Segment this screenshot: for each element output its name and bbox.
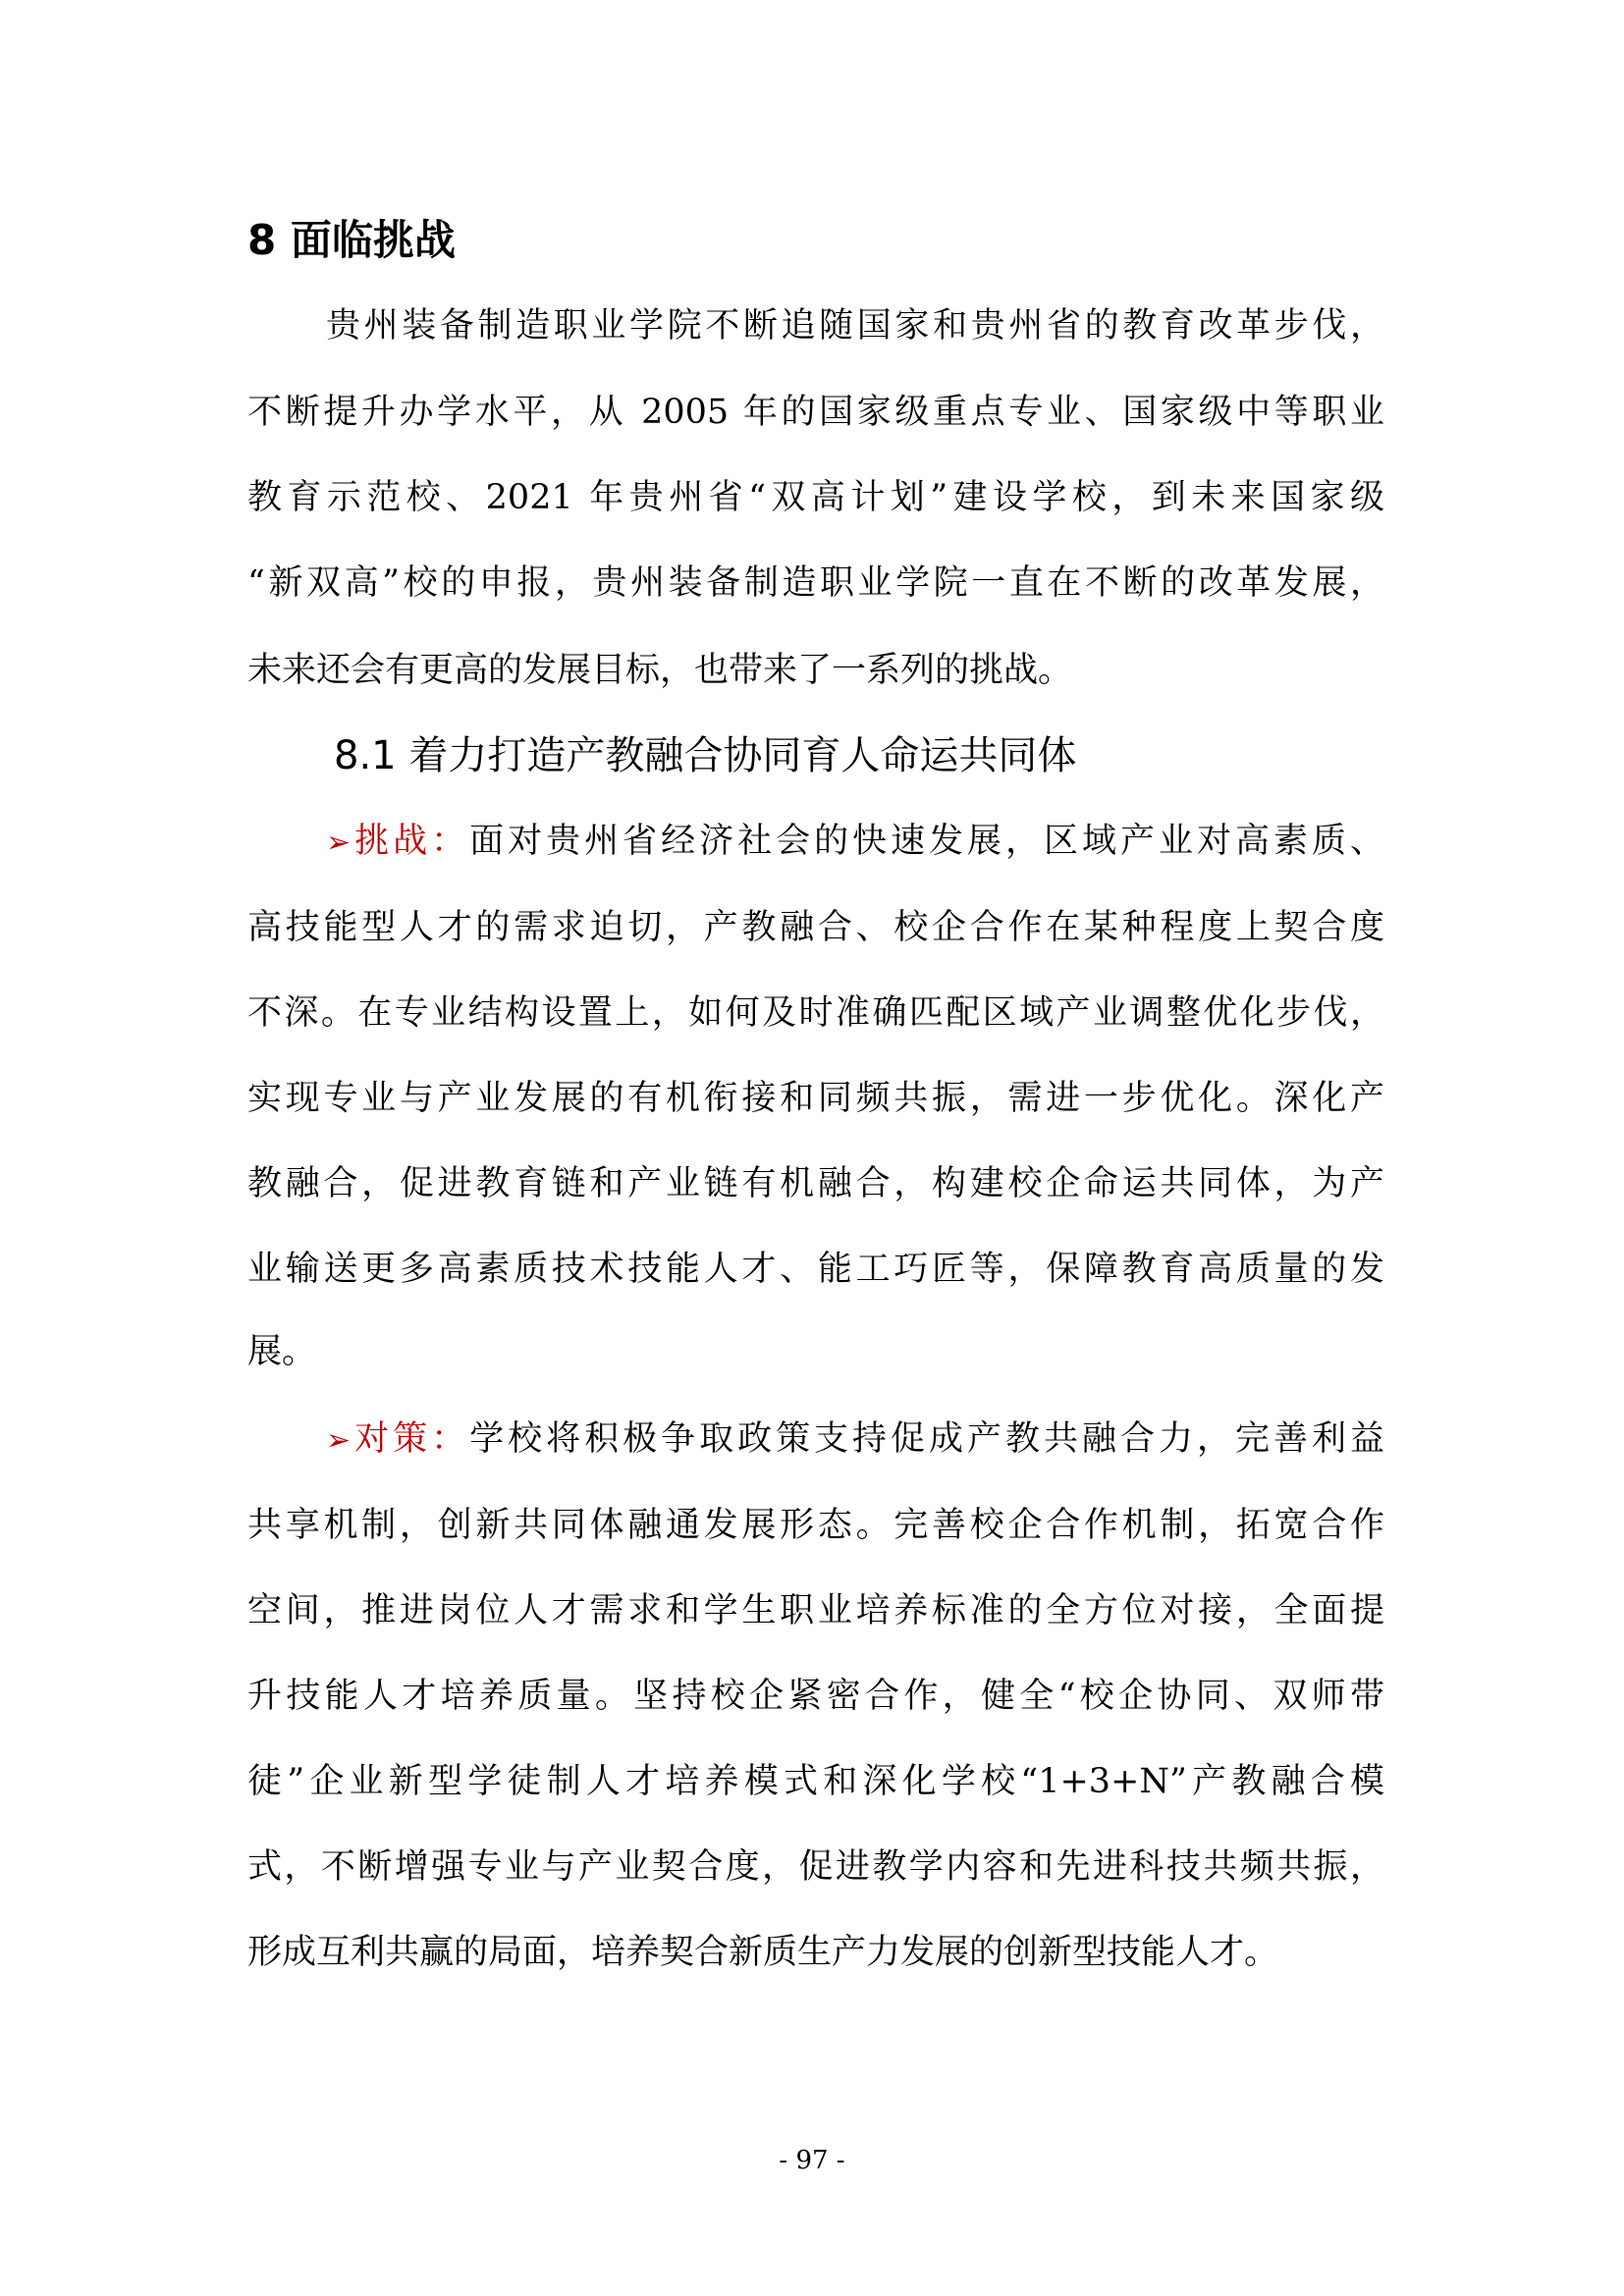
subsection-heading: 8.1 着力打造产教融合协同育人命运共同体 <box>334 733 1077 778</box>
countermeasure-first-line <box>326 1416 1384 1462</box>
countermeasure-line: 升技能人才培养质量。坚持校企紧密合作，健全“校企协同、双师带 <box>247 1677 1384 1716</box>
challenge-line: 实现专业与产业发展的有机衔接和同频共振，需进一步优化。深化产 <box>247 1079 1384 1118</box>
challenge-first-line <box>326 819 1384 864</box>
countermeasure-text: 学校将积极争取政策支持促成产教共融合力，完善利益 <box>469 1419 1384 1459</box>
countermeasure-line: 形成互利共赢的局面，培养契合新质生产力发展的创新型技能人才。 <box>247 1933 1279 1972</box>
challenge-line: 不深。在专业结构设置上，如何及时准确匹配区域产业调整优化步伐， <box>247 993 1384 1033</box>
challenge-label: 挑战： <box>351 822 470 861</box>
challenge-line: 教融合，促进教育链和产业链有机融合，构建校企命运共同体，为产 <box>247 1164 1384 1203</box>
intro-line: 贵州装备制造职业学院不断追随国家和贵州省的教育改革步伐， <box>326 306 1384 346</box>
challenge-line: 业输送更多高素质技术技能人才、能工巧匠等，保障教育高质量的发 <box>247 1250 1384 1289</box>
countermeasure-line: 共享机制，创新共同体融通发展形态。完善校企合作机制，拓宽合作 <box>247 1506 1384 1545</box>
page-number: - 97 - <box>779 2146 845 2175</box>
arrow-right-icon: ➢ <box>326 826 352 860</box>
countermeasure-line: 空间，推进岗位人才需求和学生职业培养标准的全方位对接，全面提 <box>247 1591 1384 1630</box>
intro-line: “新双高”校的申报，贵州装备制造职业学院一直在不断的改革发展， <box>247 563 1384 603</box>
section-heading: 8 面临挑战 <box>247 216 456 264</box>
challenge-text: 面对贵州省经济社会的快速发展，区域产业对高素质、 <box>469 822 1384 861</box>
countermeasure-line: 徒”企业新型学徒制人才培养模式和深化学校“1+3+N”产教融合模 <box>247 1762 1384 1801</box>
countermeasure-label: 对策： <box>351 1419 470 1459</box>
countermeasure-line: 式，不断增强专业与产业契合度，促进教学内容和先进科技共频共振， <box>247 1847 1384 1887</box>
challenge-line: 高技能型人才的需求迫切，产教融合、校企合作在某种程度上契合度 <box>247 908 1384 947</box>
intro-line: 不断提升办学水平，从 2005 年的国家级重点专业、国家级中等职业 <box>247 393 1384 432</box>
intro-line: 教育示范校、2021 年贵州省“双高计划”建设学校，到未来国家级 <box>247 478 1384 517</box>
arrow-right-icon: ➢ <box>326 1423 352 1458</box>
challenge-line: 展。 <box>247 1332 317 1371</box>
intro-line: 未来还会有更高的发展目标，也带来了一系列的挑战。 <box>247 651 1073 690</box>
